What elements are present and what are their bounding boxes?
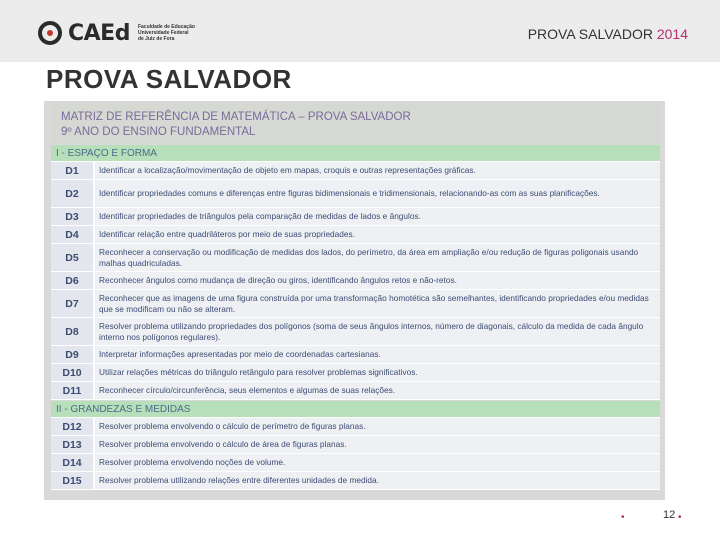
logo-sub-line: Universidade Federal	[137, 30, 189, 36]
descriptor-text: Identificar relação entre quadriláteros por meio de suas propriedades.	[95, 226, 660, 243]
footer-dot-icon: •	[678, 512, 682, 523]
page-number: 12	[663, 509, 676, 521]
caed-logo	[38, 20, 195, 46]
table-row	[51, 208, 660, 226]
table-row	[51, 382, 660, 400]
section-heading: II - GRANDEZAS E MEDIDAS	[51, 401, 660, 418]
caed-logo-icon	[38, 21, 62, 45]
matrix-subtitle: 9º ANO DO ENSINO FUNDAMENTAL	[61, 126, 256, 138]
table-row	[51, 162, 660, 180]
descriptor-code: D15	[51, 472, 95, 489]
descriptor-text: Resolver problema utilizando relações entre diferentes unidades de medida.	[95, 472, 660, 489]
table-row	[51, 226, 660, 244]
table-row	[51, 272, 660, 290]
matrix-header	[51, 104, 660, 144]
deck-year: 2014	[656, 26, 688, 42]
logo-text: CAEd	[68, 20, 130, 46]
logo-sub-line: Faculdade de Educação	[137, 24, 195, 30]
descriptor-text: Resolver problema envolvendo o cálculo de área de figuras planas.	[95, 436, 660, 453]
table-row	[51, 180, 660, 208]
descriptor-text: Reconhecer círculo/circunferência, seus elementos e algumas de suas relações.	[95, 382, 660, 399]
reference-matrix-table	[44, 101, 665, 500]
table-row	[51, 244, 660, 272]
deck-title	[528, 26, 688, 42]
descriptor-text: Interpretar informações apresentadas por meio de coordenadas cartesianas.	[95, 346, 660, 363]
table-row	[51, 318, 660, 346]
descriptor-text: Identificar propriedades de triângulos pela comparação de medidas de lados e ângulos.	[95, 208, 660, 225]
table-row	[51, 418, 660, 436]
descriptor-code: D8	[51, 318, 95, 345]
table-row	[51, 454, 660, 472]
table-row	[51, 364, 660, 382]
descriptor-code: D5	[51, 244, 95, 271]
descriptor-text: Utilizar relações métricas do triângulo retângulo para resolver problemas significativos.	[95, 364, 660, 381]
descriptor-code: D3	[51, 208, 95, 225]
descriptor-code: D6	[51, 272, 95, 289]
descriptor-code: D13	[51, 436, 95, 453]
descriptor-text: Reconhecer que as imagens de uma figura construída por uma transformação homotética são semelhantes, identificando propriedades e/ou medidas que se modificam ou não se alteram.	[95, 290, 660, 317]
descriptor-code: D14	[51, 454, 95, 471]
footer-dot-icon: •	[621, 512, 625, 523]
header-bar	[0, 0, 720, 62]
descriptor-code: D1	[51, 162, 95, 179]
matrix-title: MATRIZ DE REFERÊNCIA DE MATEMÁTICA – PROVA SALVADOR	[61, 111, 411, 123]
descriptor-code: D12	[51, 418, 95, 435]
page-title: PROVA SALVADOR	[46, 64, 292, 94]
descriptor-text: Resolver problema envolvendo noções de volume.	[95, 454, 660, 471]
descriptor-code: D11	[51, 382, 95, 399]
table-row	[51, 472, 660, 490]
logo-subtitle	[138, 24, 195, 42]
descriptor-code: D7	[51, 290, 95, 317]
table-row	[51, 346, 660, 364]
descriptor-code: D10	[51, 364, 95, 381]
deck-title-text: PROVA SALVADOR	[527, 26, 653, 42]
descriptor-text: Identificar propriedades comuns e diferenças entre figuras bidimensionais e tridimensionais, relacionando-as com as suas planificações.	[95, 180, 660, 207]
logo-sub-line: de Juiz de Fora	[137, 36, 175, 42]
descriptor-text: Resolver problema envolvendo o cálculo de perímetro de figuras planas.	[95, 418, 660, 435]
descriptor-code: D2	[51, 180, 95, 207]
descriptor-code: D9	[51, 346, 95, 363]
table-row	[51, 436, 660, 454]
descriptor-text: Identificar a localização/movimentação de objeto em mapas, croquis e outras representações gráficas.	[95, 162, 660, 179]
table-row	[51, 290, 660, 318]
descriptor-text: Reconhecer a conservação ou modificação de medidas dos lados, do perímetro, da área em ampliação e/ou redução de figuras poligonais usando malhas quadriculadas.	[95, 244, 660, 271]
descriptor-text: Reconhecer ângulos como mudança de direção ou giros, identificando ângulos retos e não-retos.	[95, 272, 660, 289]
descriptor-code: D4	[51, 226, 95, 243]
section-heading: I - ESPAÇO E FORMA	[51, 145, 660, 162]
descriptor-text: Resolver problema utilizando propriedades dos polígonos (soma de seus ângulos internos, número de diagonais, cálculo da medida de cada ângulo interno nos polígonos regulares).	[95, 318, 660, 345]
